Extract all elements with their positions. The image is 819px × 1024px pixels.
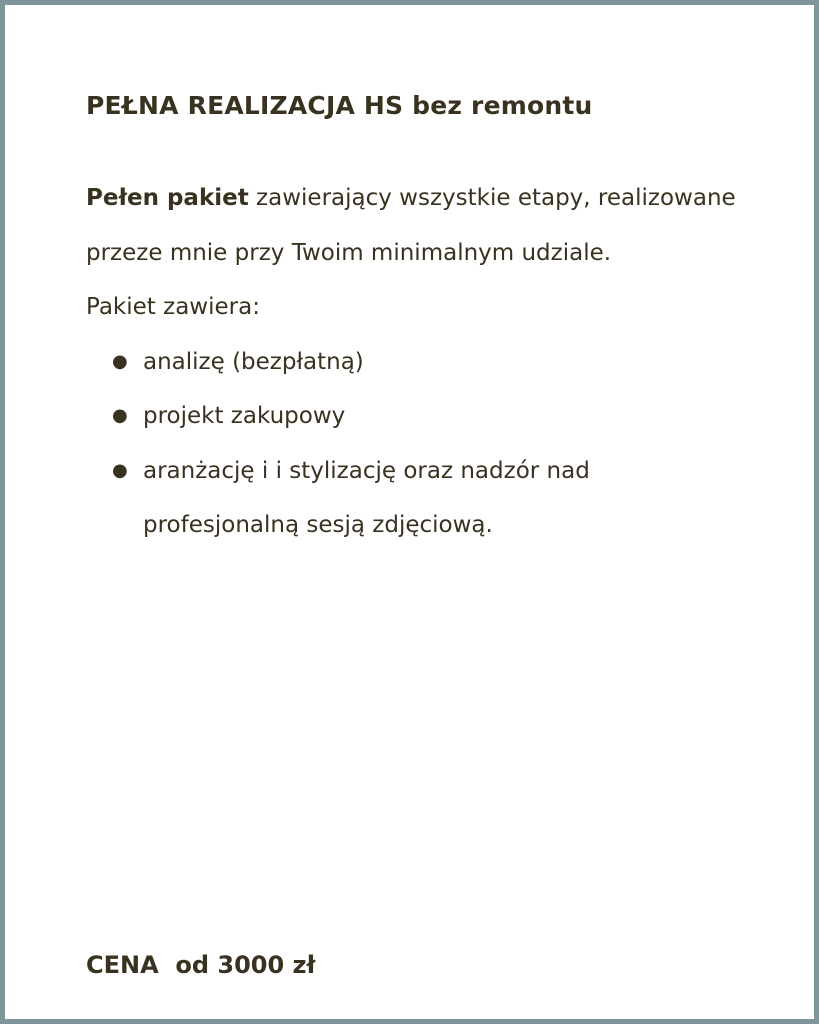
bullet-icon: ● (112, 350, 128, 372)
bullet-icon: ● (112, 459, 128, 481)
list-item (86, 389, 736, 444)
contents-label: Pakiet zawiera: (86, 294, 260, 320)
list-item-text: analizę (bezpłatną) (143, 348, 364, 375)
list-item-text: projekt zakupowy (143, 403, 346, 429)
intro-strong: Pełen pakiet (86, 185, 249, 211)
list-item (86, 444, 736, 553)
list-item (86, 335, 736, 390)
package-title: PEŁNA REALIZACJA HS bez remontu (86, 91, 593, 120)
intro-paragraph (86, 171, 736, 280)
package-description (86, 171, 736, 553)
list-item-text: aranżację i i stylizację oraz nadzór nad profesjonalną sesją zdjęciową. (143, 457, 590, 538)
package-items-list (86, 335, 736, 553)
price-label: CENA od 3000 zł (86, 951, 316, 979)
bullet-icon: ● (112, 405, 128, 426)
intro-rest: zawierający wszystkie etapy, realizowane przeze mnie przy Twoim minimalnym udziale. (86, 185, 736, 266)
